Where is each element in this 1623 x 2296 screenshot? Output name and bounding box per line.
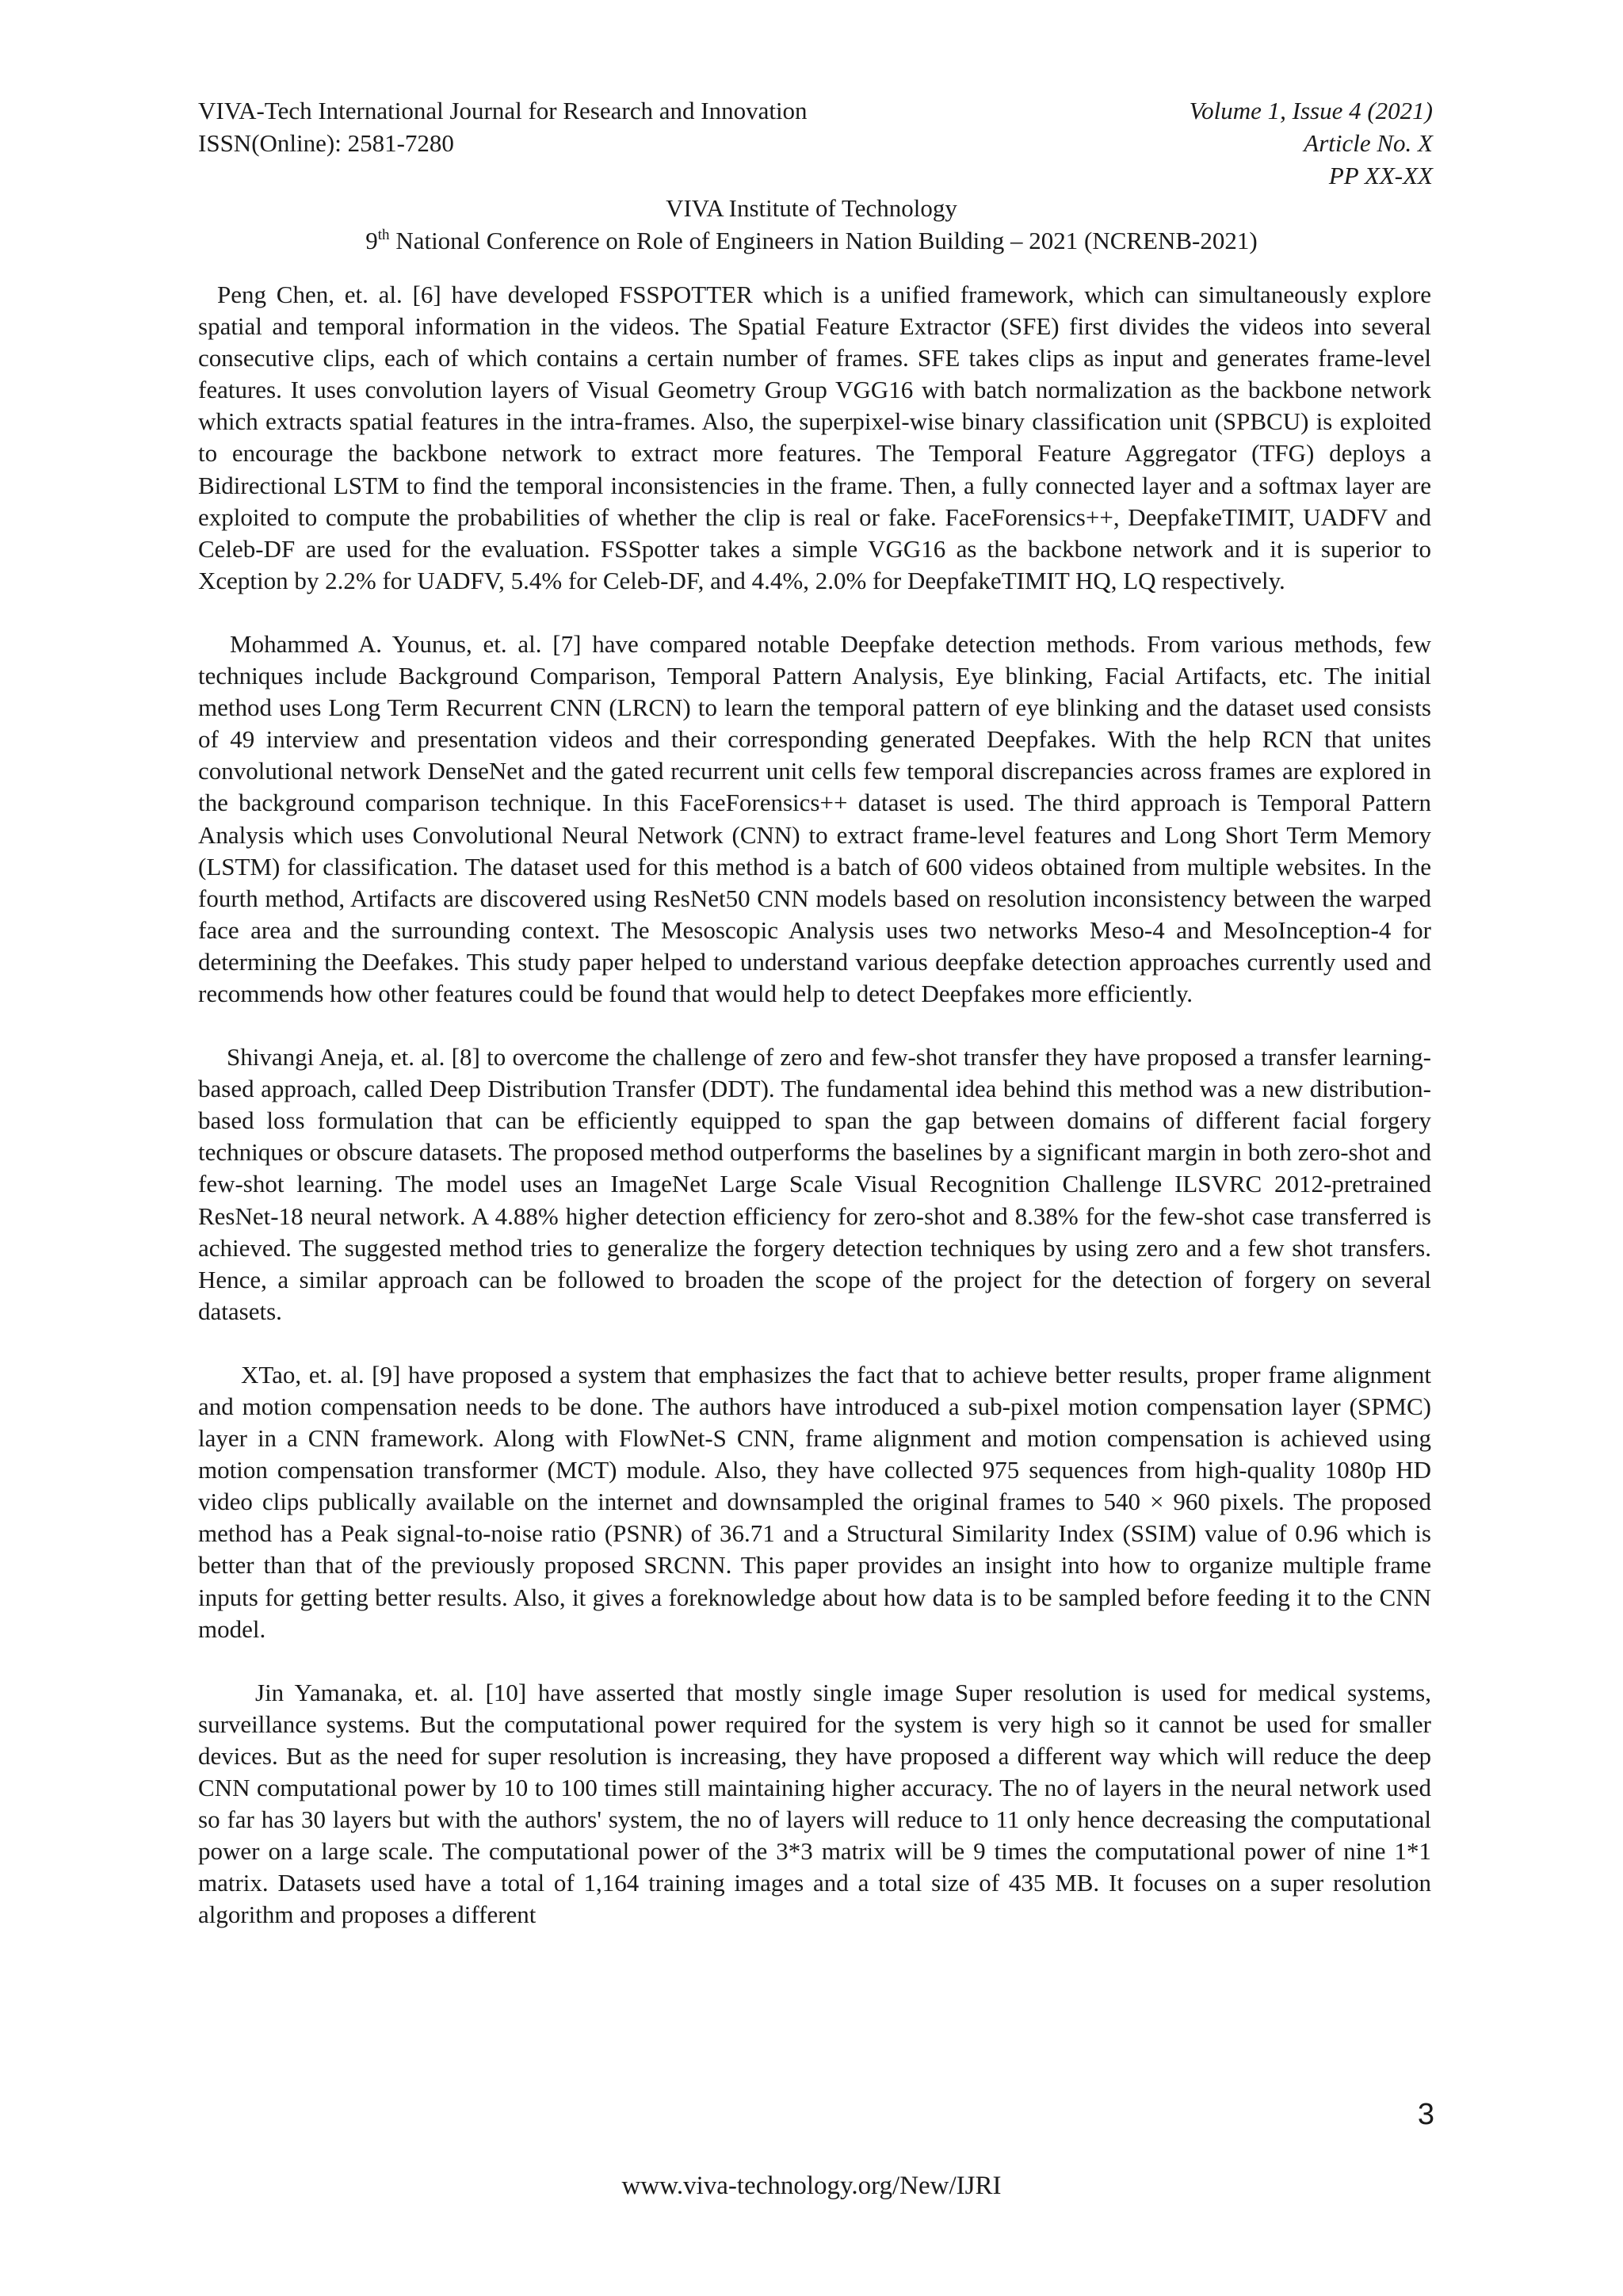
article-body: [198, 279, 1431, 1963]
page-range: PP XX-XX: [1328, 162, 1433, 189]
header-right: [1190, 94, 1433, 192]
paragraph: XTao, et. al. [9] have proposed a system that emphasizes the fact that to achieve better results, proper frame alignment and motion compensation needs to be done. The authors have introduced a sub-pixel motion compensation layer (SPMC) layer in a CNN framework. Along with FlowNet-S CNN, frame alignment and motion compensation is achieved using motion compensation transformer (MCT) module. Also, they have collected 975 sequences from high-quality 1080p HD video clips publically available on the internet and downsampled the original frames to 540 × 960 pixels. The proposed method has a Peak signal-to-noise ratio (PSNR) of 36.71 and a Structural Similarity Index (SSIM) value of 0.96 which is better than that of the previously proposed SRCNN. This paper provides an insight into how to organize multiple frame inputs for getting better results. Also, it gives a foreknowledge about how data is to be sampled before feeding it to the CNN model.: [198, 1360, 1431, 1643]
volume-issue: Volume 1, Issue 4 (2021): [1189, 97, 1433, 124]
paragraph: Peng Chen, et. al. [6] have developed FSSPOTTER which is a unified framework, which can simultaneously explore spatial and temporal information in the videos. The Spatial Feature Extractor (SFE) first divides the videos into several consecutive clips, each of which contains a certain number of frames. SFE takes clips as input and generates frame-level features. It uses convolution layers of Visual Geometry Group VGG16 with batch normalization as the backbone network which extracts spatial features in the intra-frames. Also, the superpixel-wise binary classification unit (SPBCU) is exploited to encourage the backbone network to extract more features. The Temporal Feature Aggregator (TFG) deploys a Bidirectional LSTM to find the temporal inconsistencies in the frame. Then, a fully connected layer and a softmax layer are exploited to compute the probabilities of whether the clip is real or fake. FaceForensics++, DeepfakeTIMIT, UADFV and Celeb-DF are used for the evaluation. FSSpotter takes a simple VGG16 as the backbone network and it is superior to Xception by 2.2% for UADFV, 5.4% for Celeb-DF, and 4.4%, 2.0% for DeepfakeTIMIT HQ, LQ respectively.: [198, 281, 1431, 594]
article-number: Article No. X: [1304, 129, 1433, 157]
conference-name: [0, 224, 1623, 257]
conference-rest: National Conference on Role of Engineers in Nation Building – 2021 (NCRENB-2021): [389, 227, 1258, 254]
paragraph: Mohammed A. Younus, et. al. [7] have compared notable Deepfake detection methods. From various methods, few techniques include Background Comparison, Temporal Pattern Analysis, Eye blinking, Facial Artifacts, etc. The initial method uses Long Term Recurrent CNN (LRCN) to learn the temporal pattern of eye blinking and the dataset used consists of 49 interview and presentation videos and their corresponding generated Deepfakes. With the help RCN that unites convolutional network DenseNet and the gated recurrent unit cells few temporal discrepancies across frames are explored in the background comparison technique. In this FaceForensics++ dataset is used. The third approach is Temporal Pattern Analysis which uses Convolutional Neural Network (CNN) to extract frame-level features and Long Short Term Memory (LSTM) for classification. The dataset used for this method is a batch of 600 videos obtained from multiple websites. In the fourth method, Artifacts are discovered using ResNet50 CNN models based on resolution inconsistency between the warped face area and the surrounding context. The Mesoscopic Analysis uses two networks Meso-4 and MesoInception-4 for determining the Deefakes. This study paper helped to understand various deepfake detection approaches currently used and recommends how other features could be found that would help to detect Deepfakes more efficiently.: [198, 629, 1431, 1007]
institute-name: VIVA Institute of Technology: [666, 194, 957, 222]
footer-url: www.viva-technology.org/New/IJRI: [621, 2172, 1002, 2200]
issn: ISSN(Online): 2581-7280: [198, 129, 454, 157]
conference-sup: th: [377, 227, 390, 243]
journal-name: VIVA-Tech International Journal for Research and Innovation: [198, 97, 808, 124]
header-left: [198, 94, 808, 159]
conference-header: [0, 192, 1623, 257]
conference-prefix: 9: [365, 227, 378, 254]
paragraph: Shivangi Aneja, et. al. [8] to overcome the challenge of zero and few-shot transfer they have proposed a transfer learning-based approach, called Deep Distribution Transfer (DDT). The fundamental idea behind this method was a new distribution-based loss formulation that can be efficiently equipped to span the gap between domains of different facial forgery techniques or obscure datasets. The proposed method outperforms the baselines by a significant margin in both zero-shot and few-shot learning. The model uses an ImageNet Large Scale Visual Recognition Challenge ILSVRC 2012-pretrained ResNet-18 neural network. A 4.88% higher detection efficiency for zero-shot and 8.38% for the few-shot case transferred is achieved. The suggested method tries to generalize the forgery detection techniques by using zero and a few shot transfers. Hence, a similar approach can be followed to broaden the scope of the project for the detection of forgery on several datasets.: [198, 1043, 1431, 1325]
paragraph: Jin Yamanaka, et. al. [10] have asserted that mostly single image Super resolution is used for medical systems, surveillance systems. But the computational power required for the system is very high so it cannot be used for smaller devices. But as the need for super resolution is increasing, they have proposed a different way which will reduce the deep CNN computational power by 10 to 100 times still maintaining higher accuracy. The no of layers in the neural network used so far has 30 layers but with the authors' system, the no of layers will reduce to 11 only hence decreasing the computational power on a large scale. The computational power of the 3*3 matrix will be 9 times the computational power of nine 1*1 matrix. Datasets used have a total of 1,164 training images and a total size of 435 MB. It focuses on a super resolution algorithm and proposes a different: [198, 1678, 1431, 1929]
page-number: 3: [1417, 2098, 1434, 2131]
